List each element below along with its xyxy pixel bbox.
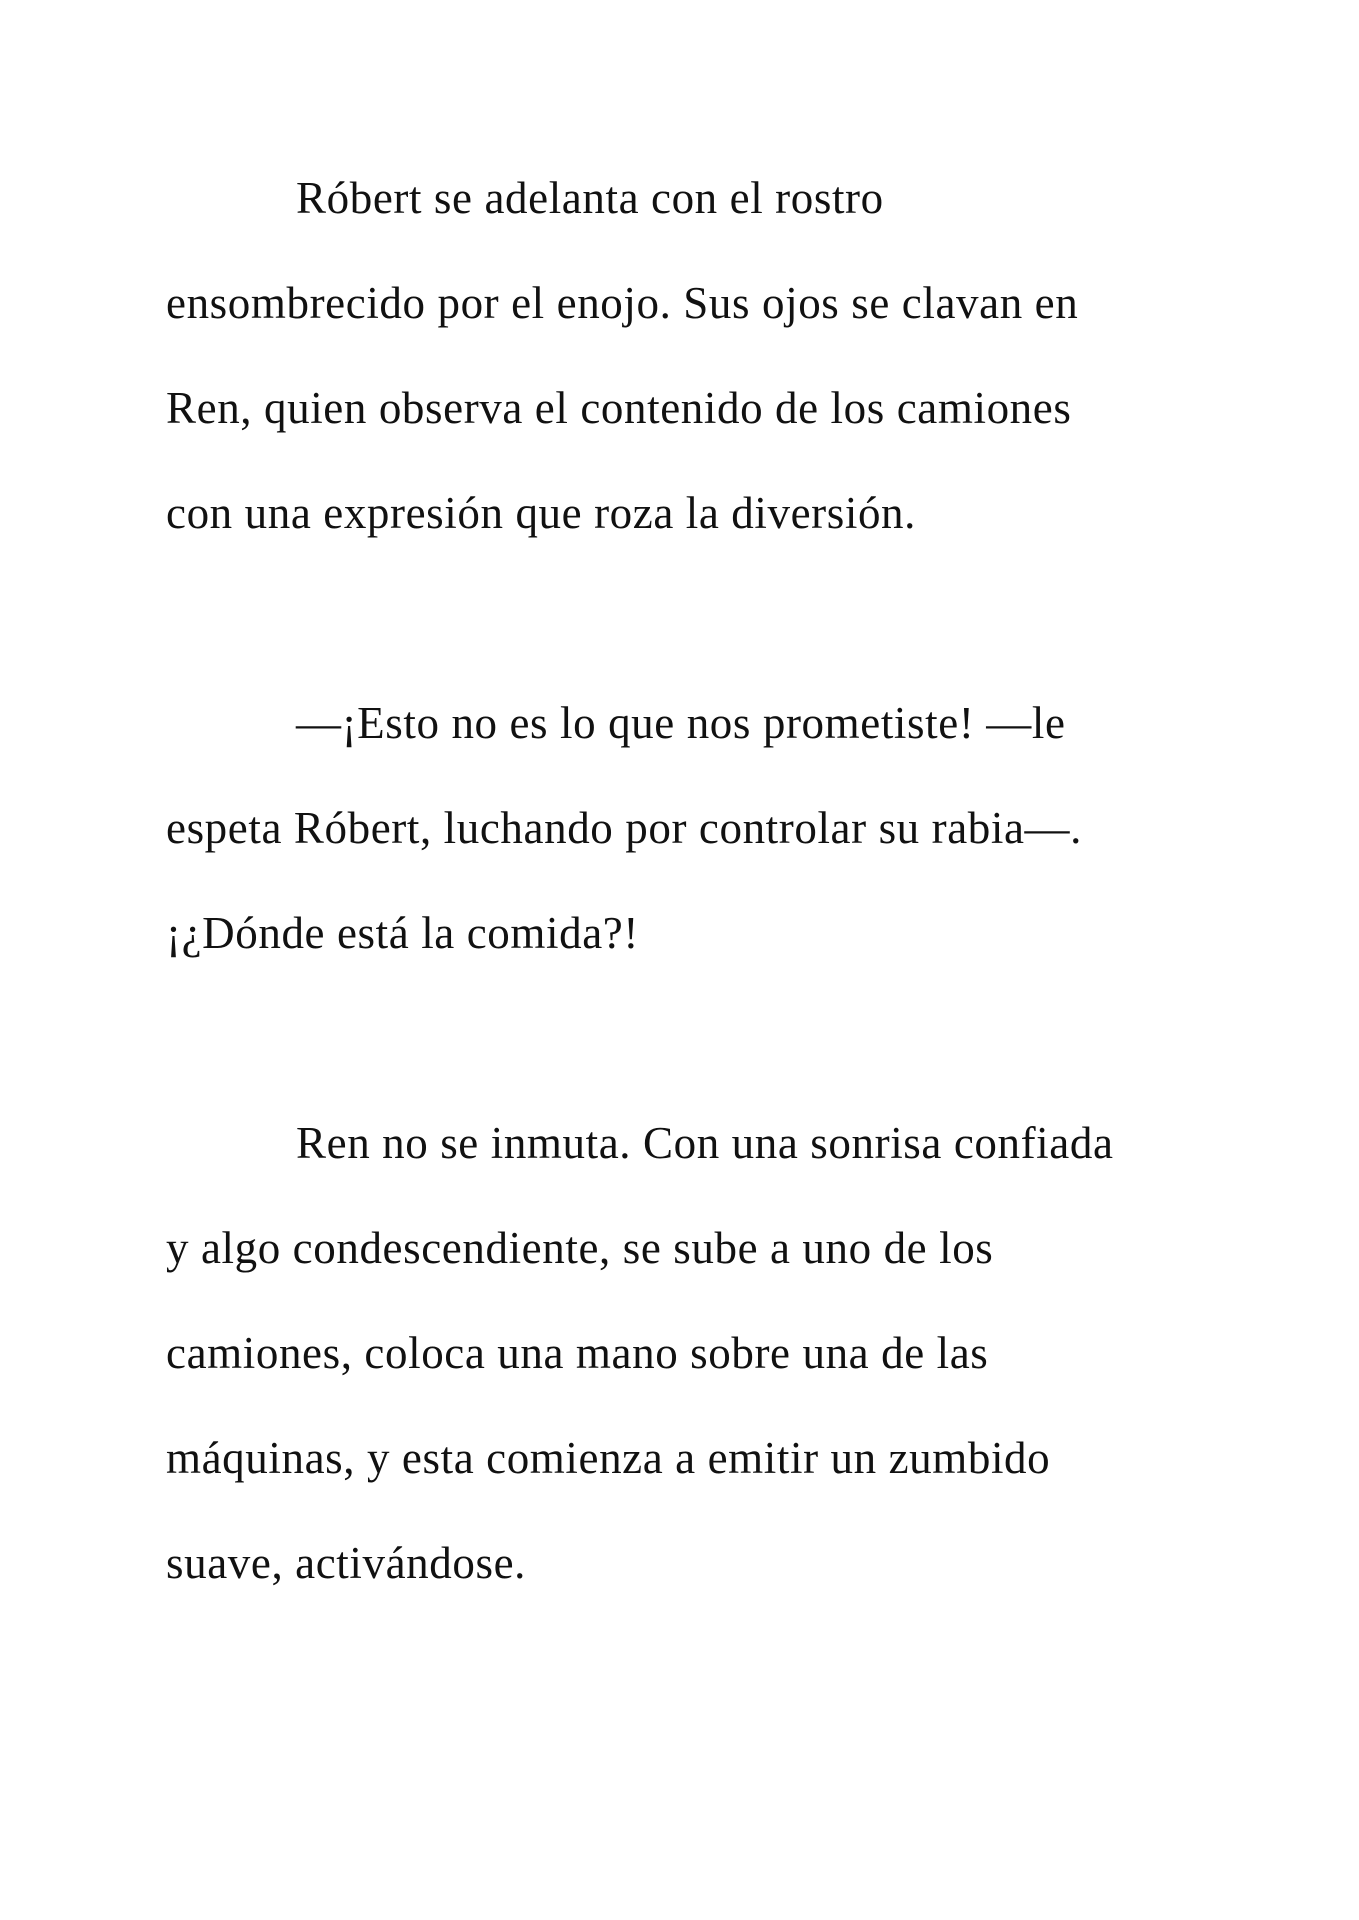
text-line: Ren no se inmuta. Con una sonrisa confiada — [296, 1118, 1114, 1168]
text-line: con una expresión que roza la diversión. — [166, 488, 916, 538]
text-line: y algo condescendiente, se sube a uno de los — [166, 1223, 994, 1273]
text-line: máquinas, y esta comienza a emitir un zumbido — [166, 1433, 1051, 1483]
text-line: ¡¿Dónde está la comida?! — [166, 908, 639, 958]
text-line: espeta Róbert, luchando por controlar su rabia—. — [166, 803, 1083, 853]
text-line: suave, activándose. — [166, 1538, 527, 1588]
text-line: camiones, coloca una mano sobre una de las — [166, 1328, 989, 1378]
text-line: ensombrecido por el enojo. Sus ojos se clavan en — [166, 278, 1079, 328]
text-line: Róbert se adelanta con el rostro — [296, 173, 884, 223]
text-line: Ren, quien observa el contenido de los camiones — [166, 383, 1072, 433]
text-line: —¡Esto no es lo que nos prometiste! —le — [296, 698, 1066, 748]
